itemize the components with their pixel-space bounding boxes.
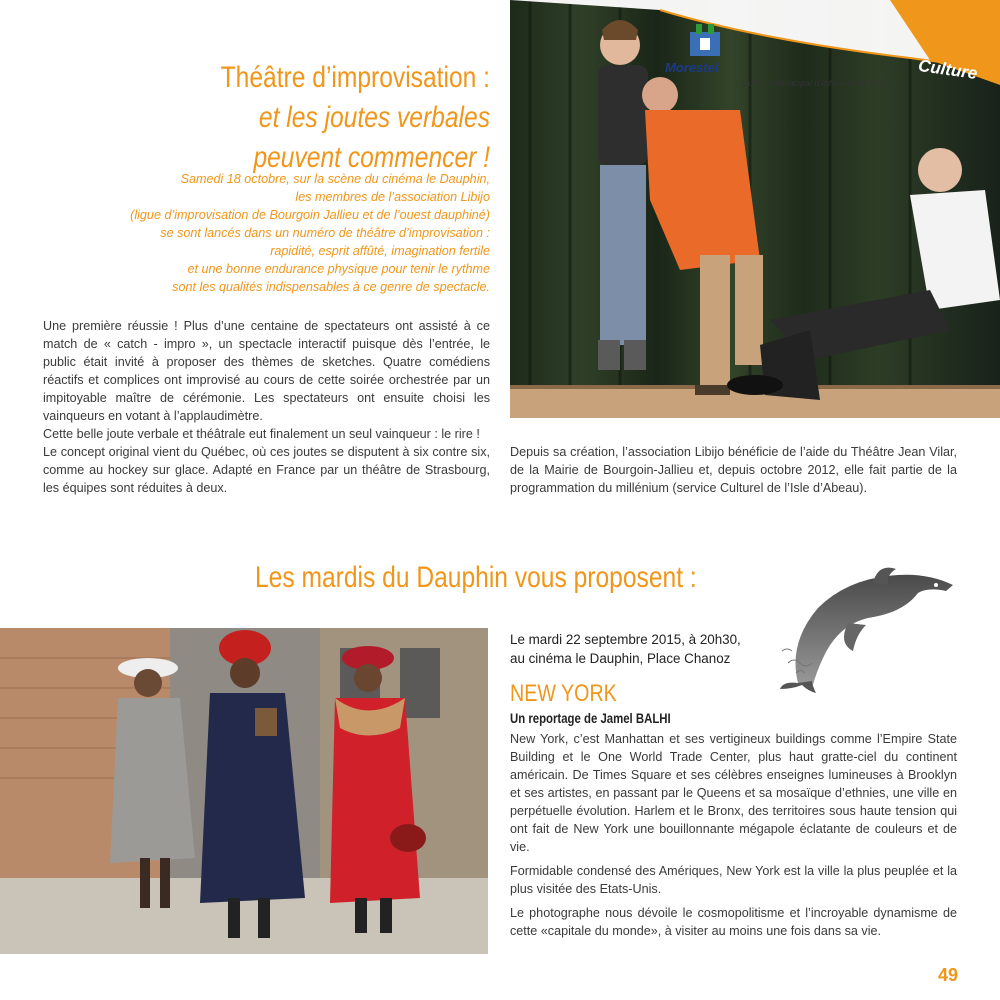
lead-line: les membres de l’association Libijo	[295, 190, 490, 204]
event-date: Le mardi 22 septembre 2015, à 20h30,	[510, 632, 741, 647]
paragraph: Une première réussie ! Plus d’une centaine de spectateurs ont assisté à ce match de « catch - impro », un spectacle interactif puisque dès l’entrée, le public était invité à proposer des thèmes de sketches. Quatre comédiens réactifs et complices ont improvisé au cours de cette soirée orchestrée par un impitoyable maître de cérémonie. Les spectateurs ont ensuite choisi les vainqueurs en votant à l’applaudimètre.	[43, 319, 490, 423]
paragraph: New York, c’est Manhattan et ses vertigineux buildings comme l’Empire State Building et le One World Trade Center, plus haut gratte-ciel du continent américain. De Times Square et ses célèbres enseignes lumineuses à Brooklyn et ses artistes, en passant par le Queens et sa mosaïque d’ethnies, une ville en perpétuelle évolution. Harlem et le Bronx, des territoires sous haute tension qui ont fait de New York une bouillonnante mégapole éclatante de couleurs et de vie.	[510, 732, 957, 854]
lead-line: Samedi 18 octobre, sur la scène du cinéma le Dauphin,	[180, 172, 490, 186]
section-label: Culture	[917, 55, 979, 84]
new-york-photo	[0, 628, 488, 954]
lead-line: se sont lancés dans un numéro de théâtre d’improvisation :	[160, 226, 490, 240]
paragraph: Le concept original vient du Québec, où ces joutes se disputent à six contre six, comme au hockey sur glace. Adapté en France par un théâtre de Strasbourg, les équipes sont réduites à deux.	[43, 445, 490, 495]
article1-sidebar-text: Depuis sa création, l’association Libijo bénéficie de l’aide du Théâtre Jean Vilar, de la Mairie de Bourgoin-Jallieu et, depuis octobre 2012, elle fait partie de la programmation du millénium (service Culturel de l’Isle d’Abeau).	[510, 445, 957, 495]
paragraph: Le photographe nous dévoile le cosmopolitisme et l’incroyable dynamisme de cette «capitale du monde», à visiter au moins une fois dans sa vie.	[510, 906, 957, 938]
lead-line: rapidité, esprit affûté, imagination fertile	[270, 244, 490, 258]
page-number: 49	[938, 965, 959, 985]
article2-title: Les mardis du Dauphin vous proposent :	[255, 561, 697, 594]
bulletin-label: Bulletin Municipal d'Information 2015	[742, 78, 889, 88]
event-info	[510, 630, 810, 668]
film-subtitle: Un reportage de Jamel BALHI	[510, 711, 671, 726]
paragraph: Cette belle joute verbale et théâtrale eut finalement un seul vainqueur : le rire !	[43, 427, 480, 441]
lead-line: (ligue d’improvisation de Bourgoin Jallieu et de l’ouest dauphiné)	[130, 208, 490, 222]
film-title: NEW YORK	[510, 680, 617, 707]
event-venue: au cinéma le Dauphin, Place Chanoz	[510, 651, 731, 666]
lead-line: sont les qualités indispensables à ce genre de spectacle.	[172, 280, 490, 294]
article1-body	[43, 317, 490, 497]
title-line2: et les joutes verbales peuvent commencer !	[253, 101, 490, 174]
article2-body	[510, 730, 957, 946]
title-line1: Théâtre d’improvisation :	[220, 61, 490, 94]
dolphin-illustration	[778, 563, 968, 693]
article1-lead	[60, 170, 490, 296]
town-logo	[688, 20, 722, 58]
logo-text: Morestel	[665, 60, 719, 75]
lead-line: et une bonne endurance physique pour tenir le rythme	[187, 262, 490, 276]
paragraph: Formidable condensé des Amériques, New York est la ville la plus peuplée et la plus visitée des Etats-Unis.	[510, 864, 957, 896]
article1-title	[187, 58, 490, 178]
